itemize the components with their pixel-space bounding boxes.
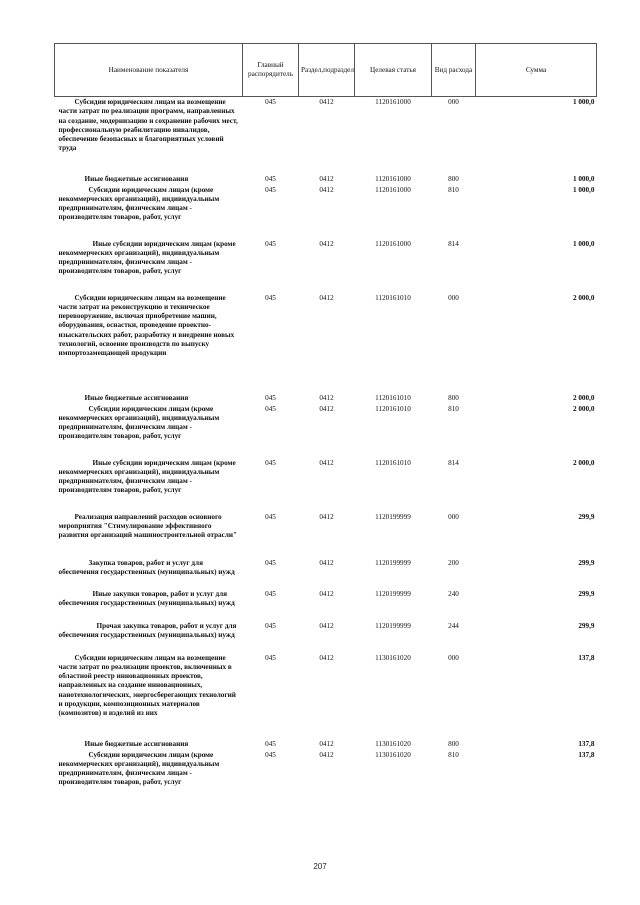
- row-section: 0412: [319, 239, 334, 248]
- row-type: 000: [448, 98, 459, 106]
- row-sum: 137,8: [578, 750, 595, 759]
- row-name: Субсидии юридическим лицам на возмещение части затрат по реализации программ, направленных на создание, модернизацию и сохранение рабочих мест, профессиональную реабилитацию инвалидов, обеспечение безопасных и благоприятных условий труда: [58, 98, 238, 153]
- row-target: 1130161020: [375, 739, 411, 748]
- row-section: 0412: [319, 558, 334, 567]
- row-target: 1130161020: [375, 653, 411, 662]
- table-row: [55, 186, 597, 240]
- row-target: 1120161010: [375, 393, 411, 402]
- row-section: 0412: [319, 750, 334, 759]
- budget-table-container: [54, 43, 596, 805]
- row-type: 810: [448, 750, 459, 759]
- row-type: 800: [448, 393, 459, 402]
- table-row: [55, 559, 597, 590]
- row-admin: 045: [265, 458, 276, 467]
- row-admin: 045: [265, 750, 276, 759]
- row-sum: 299,9: [578, 621, 595, 630]
- table-row: [55, 405, 597, 459]
- row-type: 800: [448, 174, 459, 183]
- row-sum: 299,9: [578, 558, 595, 567]
- row-section: 0412: [319, 393, 334, 402]
- row-type: 810: [448, 185, 459, 194]
- row-type: 814: [448, 458, 459, 467]
- row-admin: 045: [265, 589, 276, 598]
- header-section: Раздел,подраздел: [299, 44, 355, 97]
- table-row: [55, 294, 597, 394]
- header-admin: Главный распорядитель: [243, 44, 299, 97]
- row-type: 000: [448, 653, 459, 662]
- row-admin: 045: [265, 239, 276, 248]
- header-sum: Сумма: [476, 44, 597, 97]
- row-name: Субсидии юридическим лицам на возмещение части затрат на реконструкцию и техническое перевооружение, включая приобретение машин, оборудования, оснастки, проведение проектно-изыскательских работ, разработку и внедрение новых технологий, освоение производств по выпуску импортозамещающей продукции: [58, 293, 235, 358]
- table-row: [55, 459, 597, 513]
- table-row: [55, 240, 597, 294]
- row-sum: 2 000,0: [572, 458, 595, 467]
- header-name: Наименование показателя: [55, 44, 243, 97]
- row-sum: 1 000,0: [572, 185, 595, 194]
- row-section: 0412: [319, 458, 334, 467]
- row-name: Иные бюджетные ассигнования: [84, 174, 189, 183]
- row-name: Иные бюджетные ассигнования: [84, 393, 189, 402]
- table-header-row: [55, 44, 597, 97]
- table-row: [55, 590, 597, 622]
- row-admin: 045: [265, 185, 276, 194]
- row-name: Прочая закупка товаров, работ и услуг для обеспечения государственных (муниципальных) нужд: [58, 621, 237, 639]
- row-sum: 2 000,0: [572, 404, 595, 413]
- row-sum: 2 000,0: [572, 393, 595, 402]
- row-type: 244: [448, 621, 459, 630]
- budget-table: [54, 43, 597, 805]
- row-name: Субсидии юридическим лицам (кроме некоммерческих организаций), индивидуальным предпринимателям, физическим лицам - производителям товаров, работ, услуг: [58, 404, 220, 441]
- row-target: 1120199999: [375, 558, 411, 567]
- row-target: 1120161000: [375, 174, 411, 183]
- row-name: Иные субсидии юридическим лицам (кроме некоммерческих организаций), индивидуальным предпринимателям, физическим лицам - производителям товаров, работ, услуг: [58, 239, 236, 276]
- row-sum: 137,8: [578, 739, 595, 748]
- row-admin: 045: [265, 98, 276, 106]
- row-type: 240: [448, 589, 459, 598]
- header-target: Целевая статья: [355, 44, 432, 97]
- row-section: 0412: [319, 174, 334, 183]
- row-target: 1130161020: [375, 750, 411, 759]
- row-name: Иные бюджетные ассигнования: [84, 739, 189, 748]
- row-type: 000: [448, 512, 459, 521]
- row-sum: 2 000,0: [572, 293, 595, 302]
- row-admin: 045: [265, 174, 276, 183]
- row-target: 1120161010: [375, 404, 411, 413]
- table-row: [55, 622, 597, 654]
- row-sum: 299,9: [578, 589, 595, 598]
- row-name: Реализация направлений расходов основного мероприятия "Стимулирование эффективного развития организаций машиностроительной отрасли": [58, 512, 238, 540]
- row-admin: 045: [265, 653, 276, 662]
- row-section: 0412: [319, 739, 334, 748]
- table-row: [55, 513, 597, 559]
- table-row: [55, 394, 597, 405]
- row-admin: 045: [265, 558, 276, 567]
- row-name: Субсидии юридическим лицам на возмещение части затрат по реализации проектов, включенных в областной реестр инновационных проектов, направленных на создание инновационных, нанотехнологических, энергосберегающих технологий и продукции, композиционных материалов (композитов) и изделий из них: [58, 653, 236, 718]
- row-target: 1120161010: [375, 293, 411, 302]
- row-type: 810: [448, 404, 459, 413]
- table-row: [55, 97, 597, 175]
- table-row: [55, 654, 597, 740]
- row-section: 0412: [319, 185, 334, 194]
- header-type: Вид расхода: [432, 44, 476, 97]
- row-target: 1120199999: [375, 512, 411, 521]
- table-row: [55, 751, 597, 805]
- row-sum: 137,8: [578, 653, 595, 662]
- row-target: 1120161000: [375, 98, 411, 106]
- row-admin: 045: [265, 293, 276, 302]
- row-sum: 299,9: [578, 512, 595, 521]
- row-target: 1120161000: [375, 185, 411, 194]
- row-admin: 045: [265, 512, 276, 521]
- row-target: 1120161000: [375, 239, 411, 248]
- row-name: Иные закупки товаров, работ и услуг для обеспечения государственных (муниципальных) нужд: [58, 589, 235, 607]
- row-type: 200: [448, 558, 459, 567]
- row-name: Субсидии юридическим лицам (кроме некоммерческих организаций), индивидуальным предпринимателям, физическим лицам - производителям товаров, работ, услуг: [58, 750, 220, 787]
- row-type: 000: [448, 293, 459, 302]
- row-section: 0412: [319, 512, 334, 521]
- row-sum: 1 000,0: [572, 98, 595, 106]
- row-type: 800: [448, 739, 459, 748]
- row-admin: 045: [265, 393, 276, 402]
- row-admin: 045: [265, 404, 276, 413]
- row-section: 0412: [319, 653, 334, 662]
- row-name: Субсидии юридическим лицам (кроме некоммерческих организаций), индивидуальным предпринимателям, физическим лицам - производителям товаров, работ, услуг: [58, 185, 220, 222]
- row-sum: 1 000,0: [572, 174, 595, 183]
- row-name: Иные субсидии юридическим лицам (кроме некоммерческих организаций), индивидуальным предпринимателям, физическим лицам - производителям товаров, работ, услуг: [58, 458, 236, 495]
- row-target: 1120161010: [375, 458, 411, 467]
- row-type: 814: [448, 239, 459, 248]
- row-name: Закупка товаров, работ и услуг для обеспечения государственных (муниципальных) нужд: [58, 558, 235, 576]
- row-section: 0412: [319, 589, 334, 598]
- row-admin: 045: [265, 621, 276, 630]
- row-target: 1120199999: [375, 589, 411, 598]
- row-admin: 045: [265, 739, 276, 748]
- row-target: 1120199999: [375, 621, 411, 630]
- table-row: [55, 740, 597, 751]
- row-sum: 1 000,0: [572, 239, 595, 248]
- page-number: 207: [313, 862, 327, 871]
- row-section: 0412: [319, 404, 334, 413]
- table-row: [55, 175, 597, 186]
- row-section: 0412: [319, 293, 334, 302]
- row-section: 0412: [319, 98, 334, 106]
- row-section: 0412: [319, 621, 334, 630]
